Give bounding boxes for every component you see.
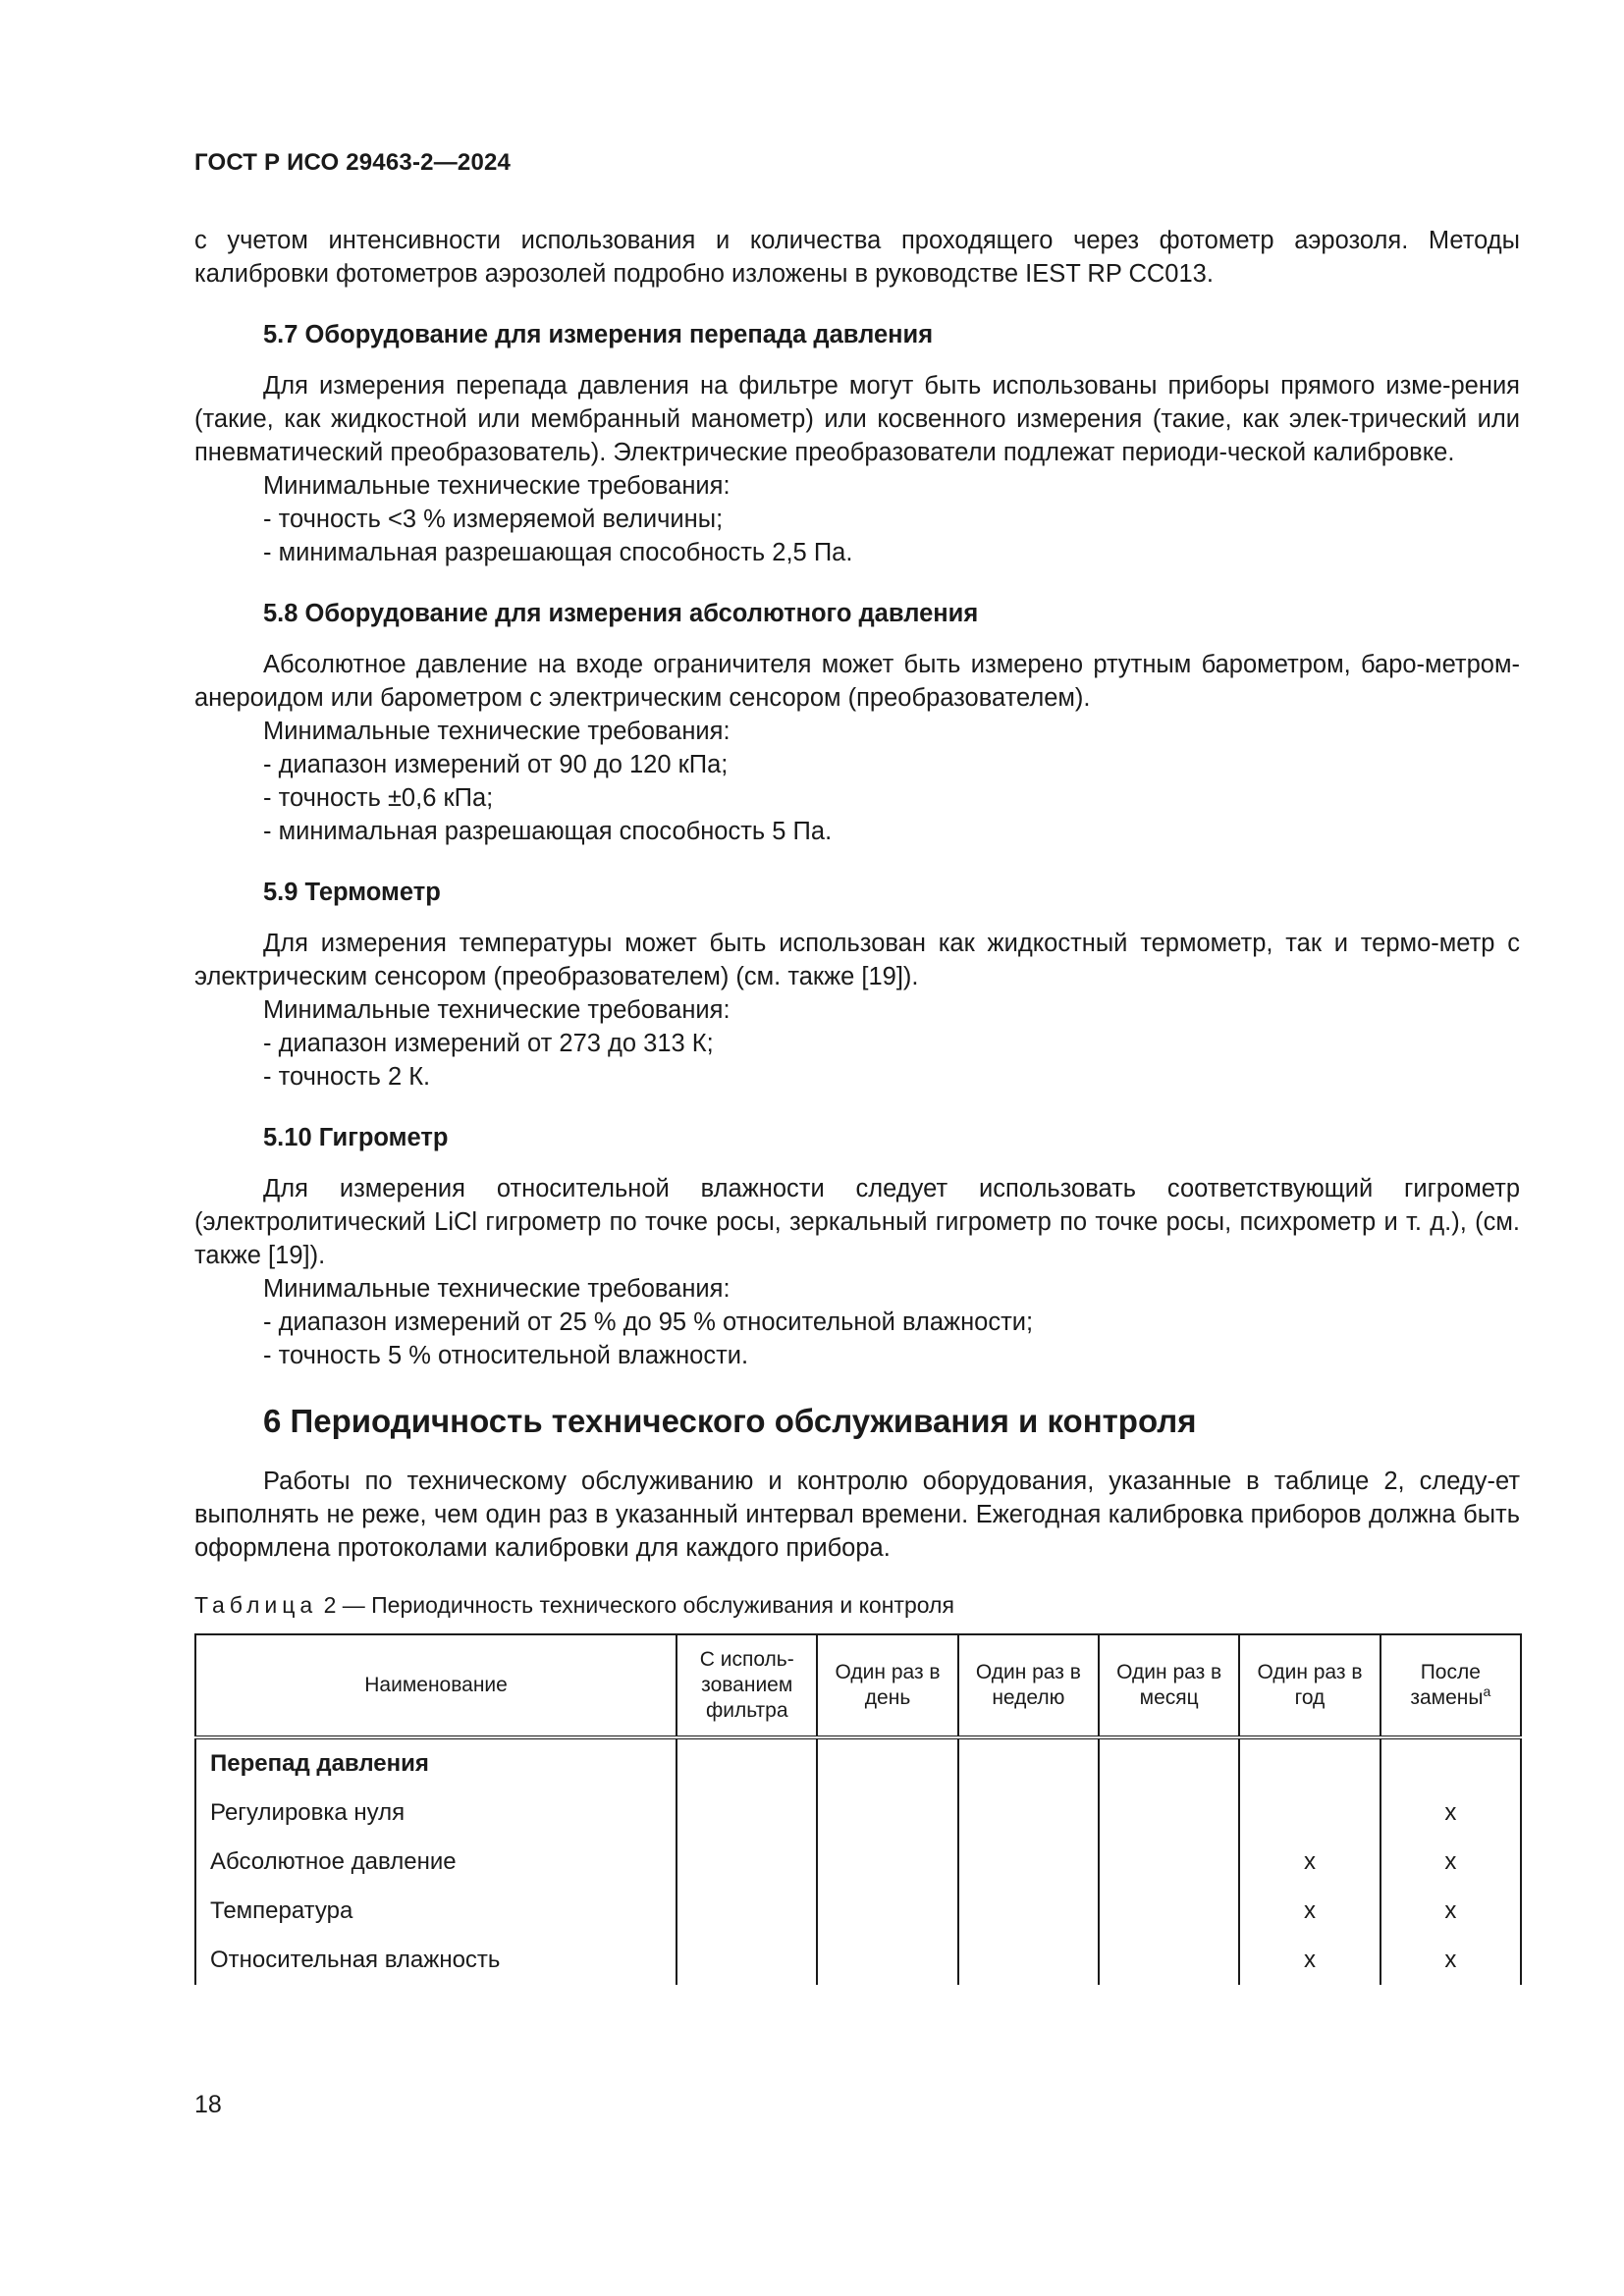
document-header: ГОСТ Р ИСО 29463-2—2024: [194, 149, 512, 176]
cell-week: [958, 1838, 1099, 1887]
cell-month: [1099, 1887, 1239, 1936]
section-5-10-paragraph: Для измерения относительной влажности следует использовать соответствующий гигрометр (электролитический LiCl гигрометр по точке росы, зеркальный гигрометр по точке росы, психрометр и т. д.), (см. также [19]).: [194, 1175, 1520, 1269]
list-item: - диапазон измерений от 90 до 120 кПа;: [263, 751, 729, 778]
section-5-8-heading: 5.8 Оборудование для измерения абсолютного давления: [263, 600, 979, 627]
table-row: [195, 1737, 1521, 1789]
table-row: [195, 1838, 1521, 1887]
table-row: [195, 1789, 1521, 1838]
page-number: 18: [194, 2091, 222, 2118]
row-name: Абсолютное давление: [195, 1838, 677, 1887]
list-item: - точность 2 К.: [263, 1063, 431, 1091]
maintenance-table: [194, 1633, 1522, 1985]
list-item: - точность 5 % относительной влажности.: [263, 1342, 749, 1369]
cell-year: x: [1239, 1936, 1380, 1985]
cell-month: [1099, 1737, 1239, 1789]
cell-year: [1239, 1789, 1380, 1838]
row-name: Относительная влажность: [195, 1936, 677, 1985]
cell-month: [1099, 1936, 1239, 1985]
section-5-9-heading: 5.9 Термометр: [263, 879, 441, 906]
cell-week: [958, 1936, 1099, 1985]
cell-day: [817, 1887, 957, 1936]
column-header-month: Один раз в месяц: [1099, 1634, 1239, 1737]
page-body: [194, 224, 1520, 1985]
table-caption-label: Таблица: [194, 1592, 318, 1618]
column-header-replace: [1380, 1634, 1521, 1737]
list-item: - минимальная разрешающая способность 5 Па.: [263, 818, 833, 845]
column-header-year: Один раз в год: [1239, 1634, 1380, 1737]
column-header-replace-label: После замены: [1410, 1661, 1484, 1709]
list-item: - диапазон измерений от 25 % до 95 % относительной влажности;: [263, 1308, 1034, 1336]
section-5-7-paragraph: Для измерения перепада давления на фильтре могут быть использованы приборы прямого изме-рения (такие, как жидкостной или мембранный манометр) или косвенного измерения (такие, как элек-трический или пневматический преобразователь). Электрические преобразователи подлежат периоди-ческой калибровке.: [194, 372, 1520, 466]
cell-replace: [1380, 1737, 1521, 1789]
cell-year: x: [1239, 1887, 1380, 1936]
intro-paragraph: с учетом интенсивности использования и количества проходящего через фотометр аэрозоля. Методы калибровки фотометров аэрозолей подробно изложены в руководстве IEST RP CC013.: [194, 227, 1520, 288]
cell-month: [1099, 1838, 1239, 1887]
cell-day: [817, 1737, 957, 1789]
cell-month: [1099, 1789, 1239, 1838]
footnote-marker: a: [1483, 1683, 1491, 1699]
section-5-10-heading: 5.10 Гигрометр: [263, 1124, 449, 1151]
section-6-heading: 6 Периодичность технического обслуживания и контроля: [263, 1403, 1197, 1439]
table-row: [195, 1936, 1521, 1985]
cell-filter: [677, 1789, 817, 1838]
column-header-name: Наименование: [195, 1634, 677, 1737]
cell-week: [958, 1789, 1099, 1838]
row-name: Перепад давления: [195, 1737, 677, 1789]
section-5-9-paragraph: Для измерения температуры может быть использован как жидкостный термометр, так и термо-метр с электрическим сенсором (преобразователем) (см. также [19]).: [194, 930, 1520, 990]
section-5-7-heading: 5.7 Оборудование для измерения перепада давления: [263, 321, 934, 348]
row-name: Температура: [195, 1887, 677, 1936]
cell-filter: [677, 1838, 817, 1887]
cell-filter: [677, 1887, 817, 1936]
cell-day: [817, 1936, 957, 1985]
section-5-8-paragraph: Абсолютное давление на входе ограничителя может быть измерено ртутным барометром, баро-метром-анероидом или барометром с электрическим сенсором (преобразователем).: [194, 651, 1520, 712]
section-5-8-requirements: Минимальные технические требования:: [263, 718, 731, 745]
cell-replace: x: [1380, 1789, 1521, 1838]
list-item: - минимальная разрешающая способность 2,5 Па.: [263, 539, 853, 566]
list-item: - точность <3 % измеряемой величины;: [263, 506, 724, 533]
column-header-week: Один раз в неделю: [958, 1634, 1099, 1737]
cell-filter: [677, 1737, 817, 1789]
column-header-day: Один раз в день: [817, 1634, 957, 1737]
cell-replace: x: [1380, 1887, 1521, 1936]
section-6-paragraph: Работы по техническому обслуживанию и контролю оборудования, указанные в таблице 2, следу-ет выполнять не реже, чем один раз в указанный интервал времени. Ежегодная калибровка приборов должна быть оформлена протоколами калибровки для каждого прибора.: [194, 1468, 1520, 1562]
list-item: - точность ±0,6 кПа;: [263, 784, 494, 812]
section-5-9-requirements: Минимальные технические требования:: [263, 996, 731, 1024]
table-caption: [194, 1590, 1520, 1620]
cell-week: [958, 1887, 1099, 1936]
cell-week: [958, 1737, 1099, 1789]
cell-replace: x: [1380, 1936, 1521, 1985]
cell-year: x: [1239, 1838, 1380, 1887]
cell-filter: [677, 1936, 817, 1985]
list-item: - диапазон измерений от 273 до 313 К;: [263, 1030, 714, 1057]
table-caption-title: 2 — Периодичность технического обслуживания и контроля: [323, 1592, 954, 1618]
row-name: Регулировка нуля: [195, 1789, 677, 1838]
section-5-7-requirements: Минимальные технические требования:: [263, 472, 731, 500]
cell-day: [817, 1838, 957, 1887]
cell-day: [817, 1789, 957, 1838]
table-header-row: [195, 1634, 1521, 1737]
table-row: [195, 1887, 1521, 1936]
cell-year: [1239, 1737, 1380, 1789]
cell-replace: x: [1380, 1838, 1521, 1887]
section-5-10-requirements: Минимальные технические требования:: [263, 1275, 731, 1303]
column-header-filter: С исполь-зованием фильтра: [677, 1634, 817, 1737]
